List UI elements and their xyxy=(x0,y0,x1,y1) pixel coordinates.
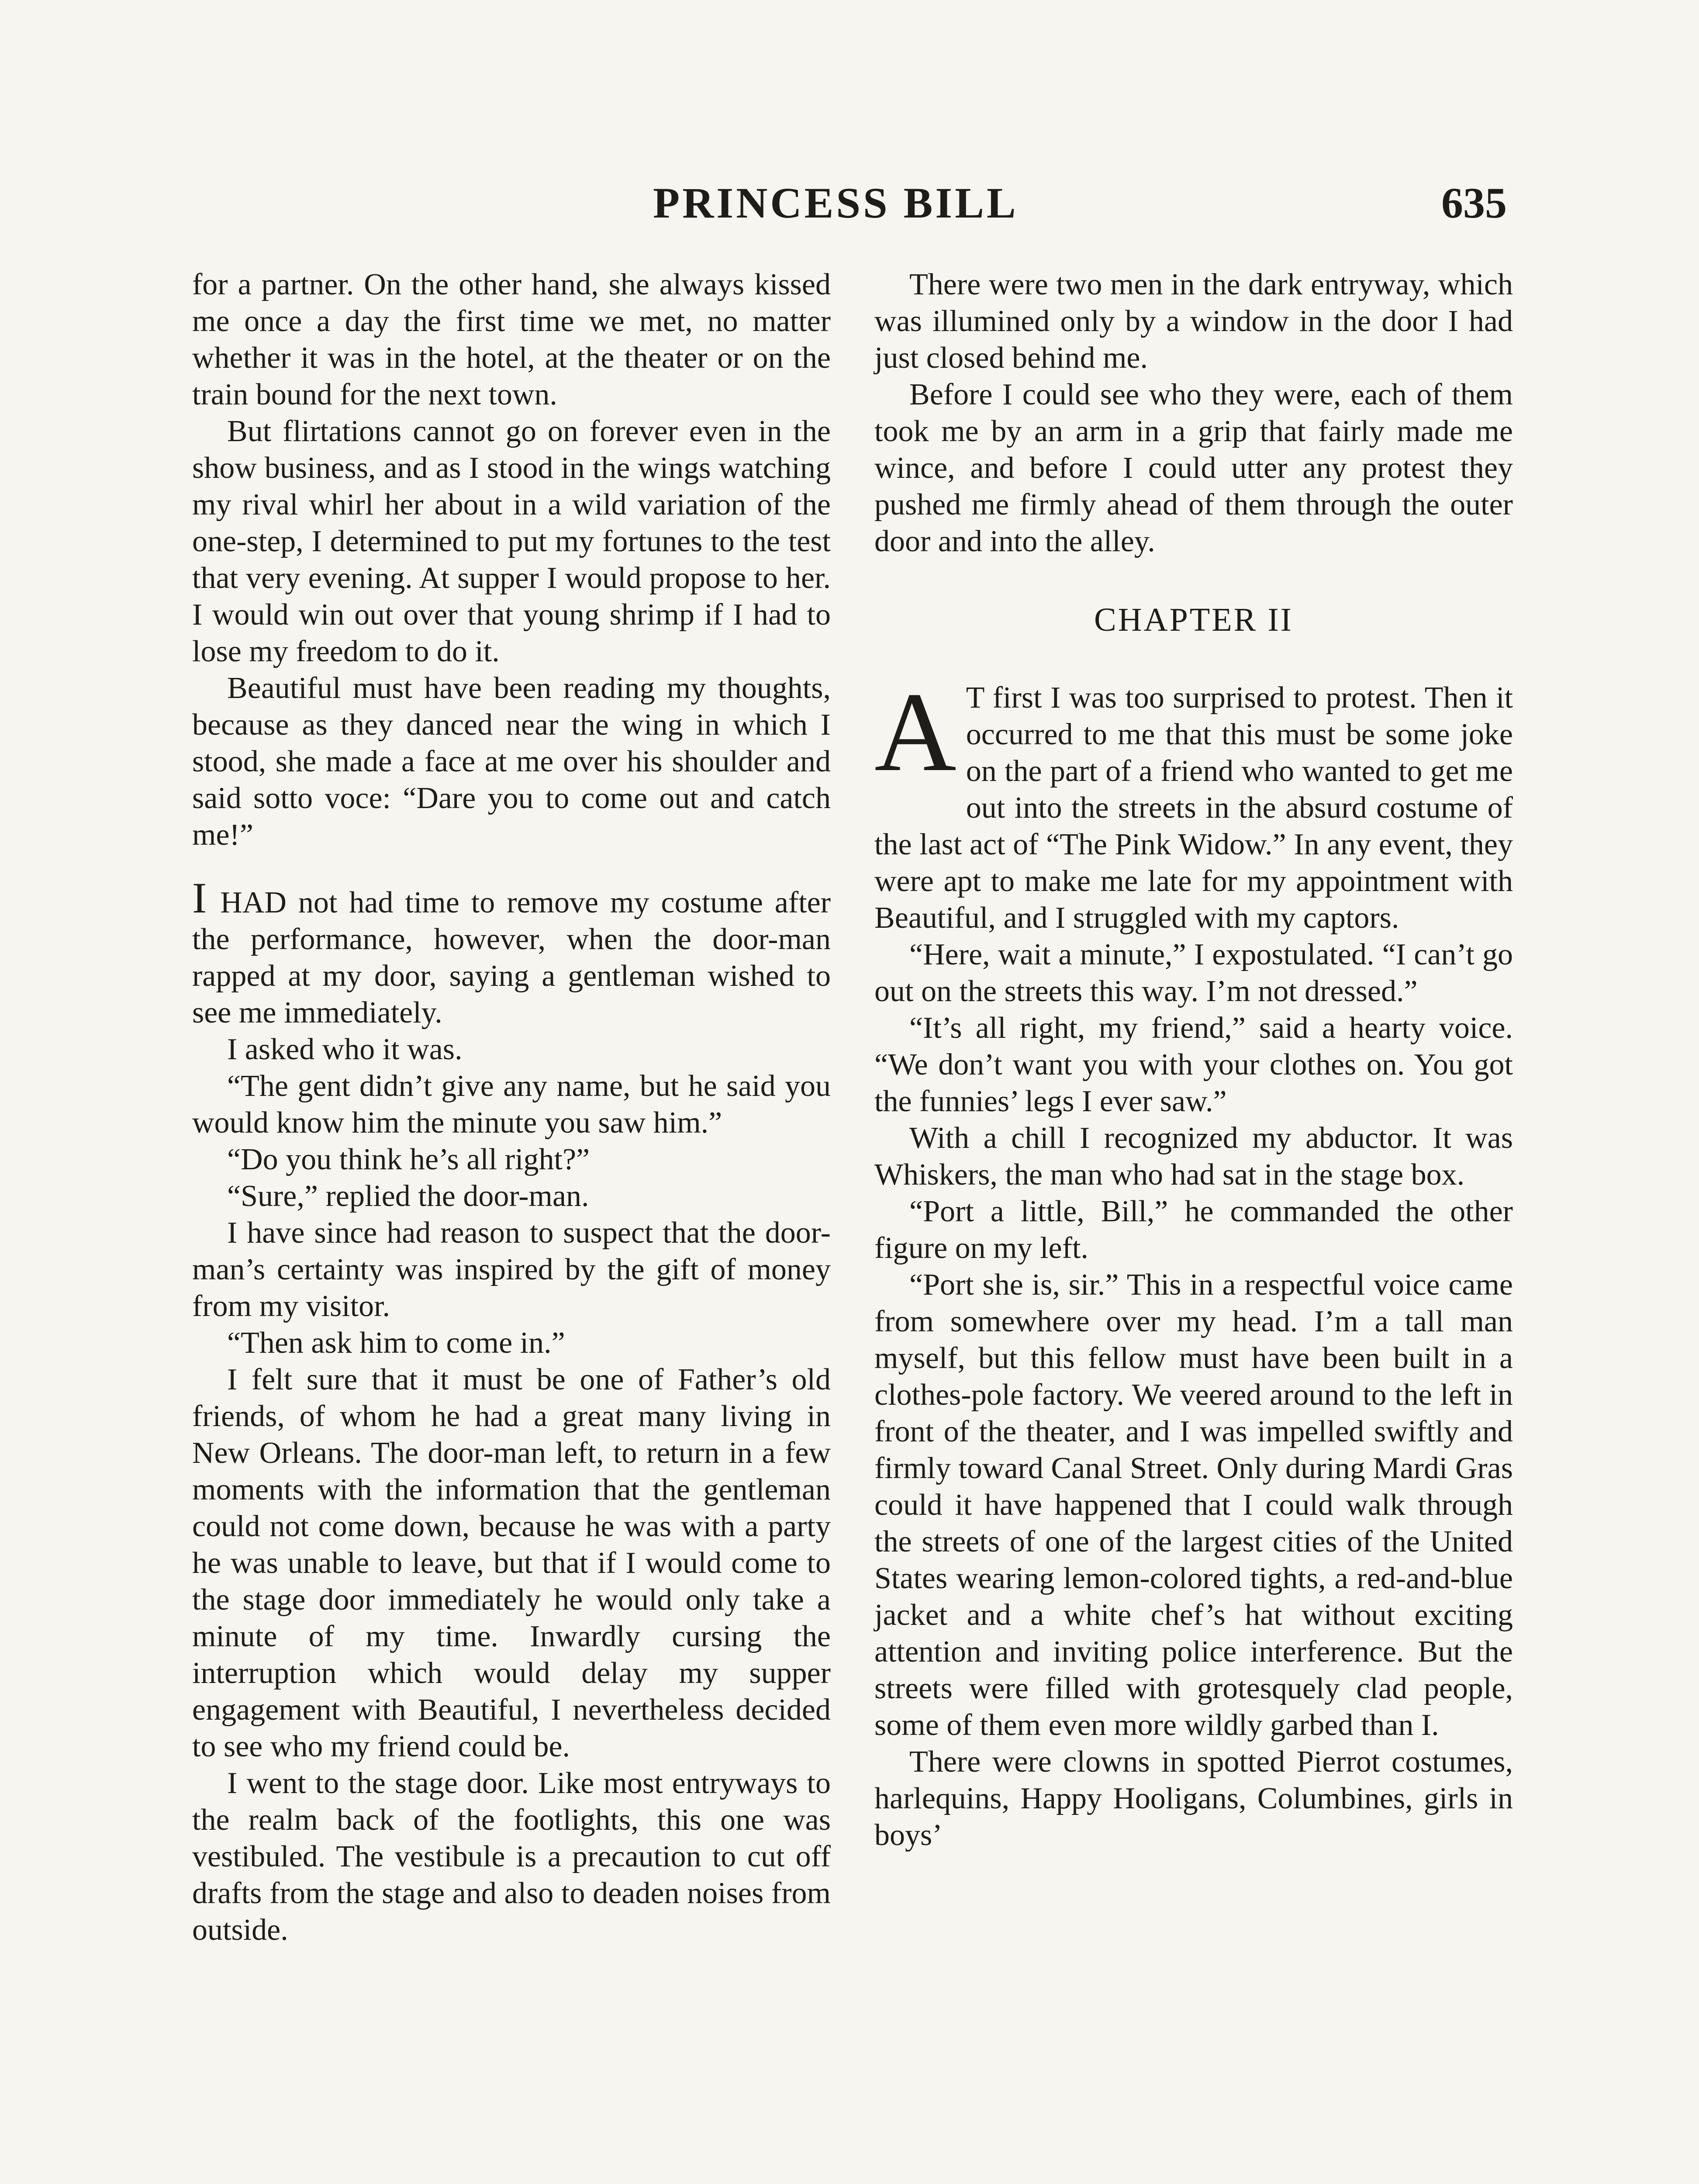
left-column xyxy=(192,266,831,1949)
paragraph: With a chill I recognized my abductor. It was Whiskers, the man who had sat in the stage box. xyxy=(874,1121,1513,1192)
paragraph: Before I could see who they were, each of them took me by an arm in a grip that fairly made me wince, and before I could utter any protest they pushed me firmly ahead of them through the outer door and into the alley. xyxy=(874,378,1513,558)
paragraph-chapter-start xyxy=(874,669,1513,936)
paragraph: “Then ask him to come in.” xyxy=(227,1326,565,1360)
paragraph: There were clowns in spotted Pierrot costumes, harlequins, Happy Hooligans, Columbines, girls in boys’ xyxy=(874,1745,1513,1852)
paragraph: I have since had reason to suspect that the door-man’s certainty was inspired by the gift of money from my visitor. xyxy=(192,1216,831,1323)
paragraph: But flirtations cannot go on forever even in the show business, and as I stood in the wings watching my rival whirl her about in a wild variation of the one-step, I determined to put my fortunes to the test that very evening. At supper I would propose to her. I would win out over that young shrimp if I had to lose my freedom to do it. xyxy=(192,415,831,668)
paragraph: Beautiful must have been reading my thoughts, because as they danced near the wing in which I stood, she made a face at me over his shoulder and said sotto voce: “Dare you to come out and catch me!” xyxy=(192,671,831,852)
paragraph: I went to the stage door. Like most entryways to the realm back of the footlights, this one was vestibuled. The vestibule is a precaution to cut off drafts from the stage and also to deaden noises from outside. xyxy=(192,1766,831,1947)
initial-letter: I xyxy=(192,874,207,922)
drop-cap: A xyxy=(874,669,957,795)
paragraph: “Port a little, Bill,” he commanded the other figure on my left. xyxy=(874,1195,1513,1265)
paragraph: “Port she is, sir.” This in a respectful voice came from somewhere over my head. I’m a tall man myself, but this fellow must have been built in a clothes-pole factory. We veered around to the left in front of the theater, and I was impelled swiftly and firmly toward Canal Street. Only during Mardi Gras could it have happened that I could walk through the streets of one of the largest cities of the United States wearing lemon-colored tights, a red-and-blue jacket and a white chef’s hat without exciting attention and inviting police interference. But the streets were filled with grotesquely clad people, some of them even more wildly garbed than I. xyxy=(874,1268,1513,1742)
paragraph-text: HAD not had time to remove my costume after the performance, however, when the door-man rapped at my door, saying a gentleman wished to see me immediately. xyxy=(192,886,831,1030)
paragraph-text: T first I was too surprised to protest. Then it occurred to me that this must be some joke on the part of a friend who wanted to get me out into the streets in the absurd costume of the last act of “The Pink Widow.” In any event, they were apt to make me late for my appointment with Beautiful, and I struggled with my captors. xyxy=(874,681,1513,935)
page-header xyxy=(0,173,1699,234)
paragraph: “It’s all right, my friend,” said a hearty voice. “We don’t want you with your clothes on. You got the funnies’ legs I ever saw.” xyxy=(874,1011,1513,1118)
chapter-heading: CHAPTER II xyxy=(1094,601,1293,638)
running-title: PRINCESS BILL xyxy=(653,179,1019,227)
paragraph: I felt sure that it must be one of Father’s old friends, of whom he had a great many living in New Orleans. The door-man left, to return in a few moments with the information that the gentleman could not come down, because he was with a party he was unable to leave, but that if I would come to the stage door immediately he would only take a minute of my time. Inwardly cursing the interruption which would delay my supper engagement with Beautiful, I nevertheless decided to see who my friend could be. xyxy=(192,1363,831,1763)
section-break xyxy=(192,854,831,880)
page-number: 635 xyxy=(1441,179,1507,227)
paragraph: for a partner. On the other hand, she always kissed me once a day the first time we met, no matter whether it was in the hotel, at the theater or on the train bound for the next town. xyxy=(192,268,831,411)
paragraph: “Here, wait a minute,” I expostulated. “I can’t go out on the streets this way. I’m not dressed.” xyxy=(874,938,1513,1008)
paragraph: I asked who it was. xyxy=(227,1033,463,1066)
paragraph: “The gent didn’t give any name, but he said you would know him the minute you saw him.” xyxy=(192,1069,831,1140)
paragraph-section-start xyxy=(192,874,831,1031)
right-column xyxy=(874,266,1513,1854)
paragraph: “Sure,” replied the door-man. xyxy=(227,1179,589,1213)
paragraph: There were two men in the dark entryway, which was illumined only by a window in the door I had just closed behind me. xyxy=(874,268,1513,375)
paragraph: “Do you think he’s all right?” xyxy=(227,1143,590,1176)
